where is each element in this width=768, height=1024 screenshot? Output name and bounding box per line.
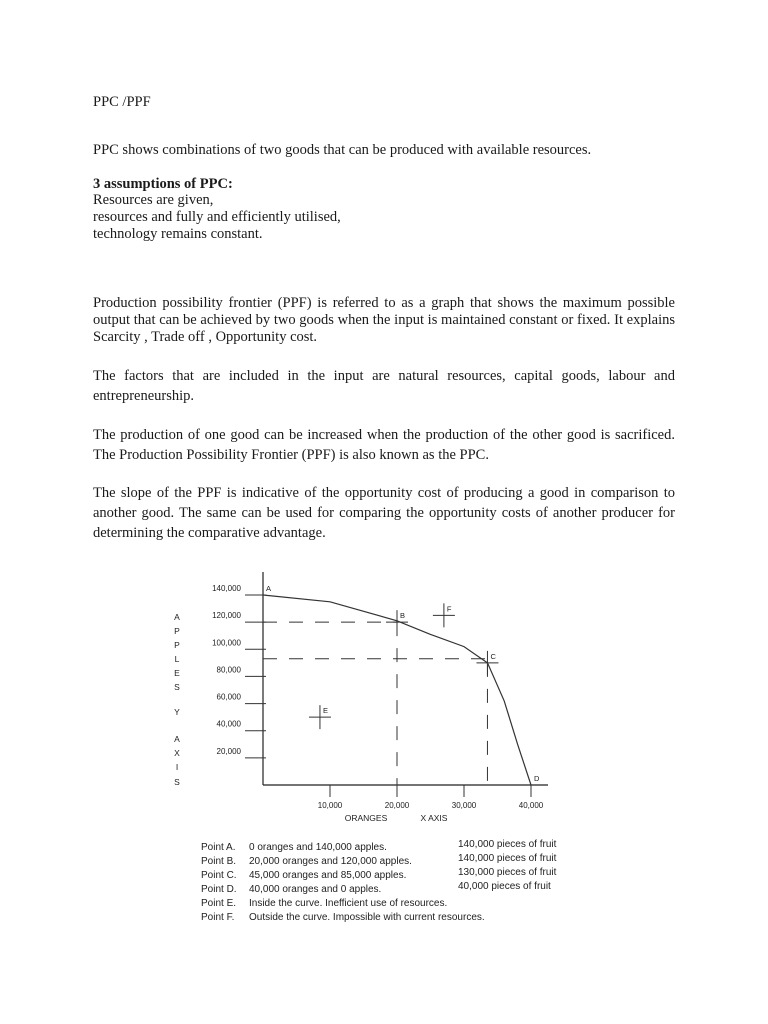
note-fruit-total: 140,000 pieces of fruit (458, 853, 557, 864)
point-e-marker (309, 705, 331, 729)
point-c-marker (476, 651, 498, 675)
note-fruit-total: 130,000 pieces of fruit (458, 867, 557, 878)
x-tick-label: 40,000 (518, 801, 544, 810)
x-tick-label: 30,000 (451, 801, 477, 810)
point-f-marker (433, 603, 455, 627)
paragraph-input-factors: The factors that are included in the input are natural resources, capital goods, labour and entrepreneurship. (93, 368, 675, 404)
note-fruit-total: 140,000 pieces of fruit (458, 839, 557, 850)
note-description: Inside the curve. Inefficient use of resources. (249, 898, 448, 909)
y-axis-title-letter: P (174, 640, 180, 650)
assumption-3: technology remains constant. (93, 226, 263, 242)
y-axis-title-letter: L (174, 654, 180, 664)
point-b-marker (386, 610, 408, 634)
y-tick-label: 60,000 (216, 692, 241, 702)
point-label-c: C (490, 651, 496, 661)
point-d-marker (534, 774, 540, 783)
y-tick-label: 100,000 (212, 638, 241, 648)
x-tick-label: 20,000 (384, 801, 410, 810)
point-label-e: E (322, 706, 328, 716)
paragraph-ppf-definition: Production possibility frontier (PPF) is referred to as a graph that shows the maximum possible output that can be achieved by two goods when the input is maintained constant or fixed. It explains Scarcity , Trade off , Opportunity cost. (93, 295, 675, 345)
note-description: 40,000 oranges and 0 apples. (249, 884, 382, 895)
y-axis-title-letter: Y (174, 707, 180, 717)
note-point-label: Point E. (201, 898, 237, 909)
point-label-a: A (266, 584, 272, 593)
assumptions-heading: 3 assumptions of PPC: (93, 176, 233, 192)
paragraph-slope: The slope of the PPF is indicative of the opportunity cost of producing a good in comparison to another good. The same can be used for comparing the opportunity costs of another producer for determining the comparative advantage. (93, 485, 675, 541)
point-a-marker (266, 584, 271, 593)
note-point-label: Point D. (201, 884, 237, 895)
x-axis-title: ORANGES (344, 813, 388, 823)
y-axis-title-letter: P (174, 626, 180, 636)
paragraph-production-tradeoff: The production of one good can be increased when the production of the other good is sacrificed. The Production Possibility Frontier (PPF) is also known as the PPC. (93, 427, 675, 463)
intro-text: PPC shows combinations of two goods that can be produced with available resources. (93, 142, 592, 158)
note-description: 45,000 oranges and 85,000 apples. (249, 870, 407, 881)
y-tick-label: 40,000 (216, 719, 241, 729)
note-fruit-total: 40,000 pieces of fruit (458, 881, 551, 892)
note-description: 0 oranges and 140,000 apples. (249, 842, 387, 853)
y-axis-title-letter: I (175, 762, 179, 772)
note-point-label: Point C. (201, 870, 237, 881)
x-tick-label: 10,000 (317, 801, 343, 810)
y-axis-title-letter: S (174, 777, 180, 787)
x-axis-subtitle: X AXIS (420, 813, 448, 823)
assumption-2: resources and fully and efficiently utilised, (93, 209, 341, 225)
y-tick-label: 20,000 (216, 746, 241, 756)
y-axis-title-letter: X (174, 748, 180, 758)
page-title: PPC /PPF (93, 94, 151, 110)
point-label-d: D (534, 774, 540, 783)
assumption-1: Resources are given, (93, 192, 214, 208)
y-axis-title-letter: S (174, 682, 180, 692)
note-point-label: Point B. (201, 856, 237, 867)
note-description: 20,000 oranges and 120,000 apples. (249, 856, 412, 867)
y-axis-title-letter: A (174, 734, 180, 744)
y-tick-label: 140,000 (212, 584, 241, 593)
note-point-label: Point F. (201, 912, 235, 923)
note-description: Outside the curve. Impossible with current resources. (249, 912, 485, 923)
point-label-b: B (400, 611, 406, 621)
y-axis-title-letter: E (174, 668, 180, 678)
y-axis-title-letter: A (174, 612, 180, 622)
note-point-label: Point A. (201, 842, 236, 853)
y-tick-label: 120,000 (212, 611, 241, 621)
point-label-f: F (446, 604, 452, 614)
y-tick-label: 80,000 (216, 665, 241, 675)
